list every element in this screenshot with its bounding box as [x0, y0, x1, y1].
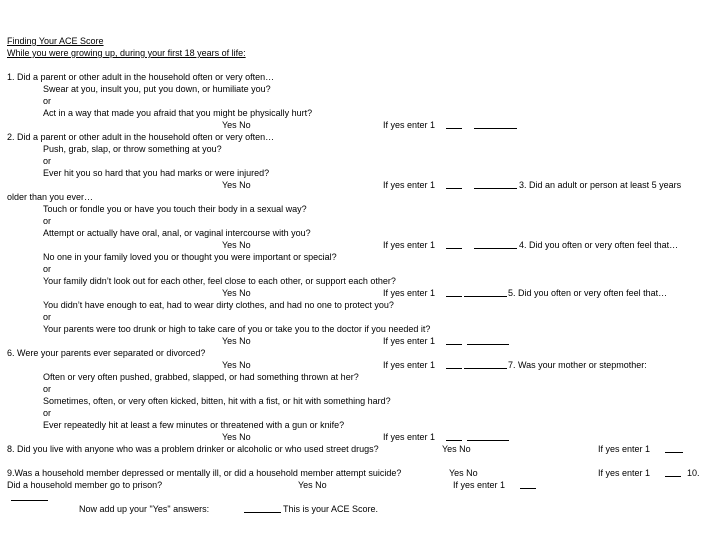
q2-option-b: Ever hit you so hard that you had marks or were injured?: [43, 168, 270, 178]
q8-entry-blank[interactable]: [665, 443, 683, 453]
q3-option-a: Touch or fondle you or have you touch their body in a sexual way?: [43, 204, 307, 214]
q6-entry-blank[interactable]: [446, 359, 462, 369]
q1-option-a: Swear at you, insult you, put you down, or humiliate you?: [43, 84, 271, 94]
q1-or: or: [43, 96, 52, 106]
q10-yes-no[interactable]: Yes No: [298, 480, 327, 490]
q4-option-b: Your family didn’t look out for each other, feel close to each other, or support each other?: [43, 276, 396, 286]
document-subtitle: While you were growing up, during your first 18 years of life:: [7, 48, 246, 58]
q9-lead: 9.Was a household member depressed or mentally ill, or did a household member attempt suicide?: [7, 468, 402, 478]
q1-if-yes: If yes enter 1: [383, 120, 436, 130]
q7-if-yes: If yes enter 1: [383, 432, 436, 442]
q4-or: or: [43, 264, 52, 274]
q2-if-yes: If yes enter 1: [383, 180, 436, 190]
q7-yes-no[interactable]: Yes No: [222, 432, 251, 442]
q5-score-blank[interactable]: [467, 335, 509, 345]
q5-option-b: Your parents were too drunk or high to take care of you or take you to the doctor if you needed it?: [43, 324, 431, 334]
q7-score-blank[interactable]: [467, 431, 509, 441]
q1-score-blank[interactable]: [474, 119, 517, 129]
q8-lead: 8. Did you live with anyone who was a problem drinker or alcoholic or who used street drugs?: [7, 444, 379, 454]
q4-entry-blank[interactable]: [446, 287, 462, 297]
q5-entry-blank[interactable]: [446, 335, 462, 345]
q10-number: 10.: [687, 468, 700, 478]
q2-or: or: [43, 156, 52, 166]
score-prompt: Now add up your "Yes" answers:: [79, 504, 210, 514]
q1-option-b: Act in a way that made you afraid that you might be physically hurt?: [43, 108, 313, 118]
q7-option-c: Ever repeatedly hit at least a few minutes or threatened with a gun or knife?: [43, 420, 345, 430]
q5-or: or: [43, 312, 52, 322]
q5-yes-no[interactable]: Yes No: [222, 336, 251, 346]
score-result-label: This is your ACE Score.: [283, 504, 379, 514]
q4-score-blank[interactable]: [464, 287, 507, 297]
q6-lead: 6. Were your parents ever separated or divorced?: [7, 348, 206, 358]
q4-option-a: No one in your family loved you or thought you were important or special?: [43, 252, 337, 262]
q1-yes-no[interactable]: Yes No: [222, 120, 251, 130]
q3-entry-blank[interactable]: [446, 239, 462, 249]
q10-score-blank[interactable]: [11, 491, 48, 501]
q7-option-a: Often or very often pushed, grabbed, slapped, or had something thrown at her?: [43, 372, 359, 382]
q9-if-yes: If yes enter 1: [598, 468, 651, 478]
q5-option-a: You didn’t have enough to eat, had to wear dirty clothes, and had no one to protect you?: [43, 300, 394, 310]
q3-yes-no[interactable]: Yes No: [222, 240, 251, 250]
q2-option-a: Push, grab, slap, or throw something at you?: [43, 144, 222, 154]
q3-option-b: Attempt or actually have oral, anal, or vaginal intercourse with you?: [43, 228, 311, 238]
q8-yes-no[interactable]: Yes No: [442, 444, 471, 454]
q9-yes-no[interactable]: Yes No: [449, 468, 478, 478]
q2-score-blank[interactable]: [474, 179, 517, 189]
q6-if-yes: If yes enter 1: [383, 360, 436, 370]
q4-lead: 4. Did you often or very often feel that…: [519, 240, 679, 250]
q2-yes-no[interactable]: Yes No: [222, 180, 251, 190]
q10-entry-blank[interactable]: [520, 479, 536, 489]
q8-if-yes: If yes enter 1: [598, 444, 651, 454]
q6-score-blank[interactable]: [464, 359, 507, 369]
total-score-blank[interactable]: [244, 503, 281, 513]
q7-or-2: or: [43, 408, 52, 418]
q3-lead-continued: older than you ever…: [7, 192, 94, 202]
document-title: Finding Your ACE Score: [7, 36, 104, 46]
q7-option-b: Sometimes, often, or very often kicked, bitten, hit with a fist, or hit with something hard?: [43, 396, 391, 406]
q7-lead: 7. Was your mother or stepmother:: [508, 360, 647, 370]
q7-entry-blank[interactable]: [446, 431, 462, 441]
q4-if-yes: If yes enter 1: [383, 288, 436, 298]
q6-yes-no[interactable]: Yes No: [222, 360, 251, 370]
q1-entry-blank[interactable]: [446, 119, 462, 129]
q3-if-yes: If yes enter 1: [383, 240, 436, 250]
q3-score-blank[interactable]: [474, 239, 517, 249]
q10-lead: Did a household member go to prison?: [7, 480, 163, 490]
q4-yes-no[interactable]: Yes No: [222, 288, 251, 298]
q5-lead: 5. Did you often or very often feel that…: [508, 288, 668, 298]
q2-lead: 2. Did a parent or other adult in the household often or very often…: [7, 132, 275, 142]
q10-if-yes: If yes enter 1: [453, 480, 506, 490]
q7-or-1: or: [43, 384, 52, 394]
q1-lead: 1. Did a parent or other adult in the household often or very often…: [7, 72, 275, 82]
q9-entry-blank[interactable]: [665, 467, 681, 477]
q3-lead: 3. Did an adult or person at least 5 years: [519, 180, 682, 190]
q5-if-yes: If yes enter 1: [383, 336, 436, 346]
q2-entry-blank[interactable]: [446, 179, 462, 189]
q3-or: or: [43, 216, 52, 226]
